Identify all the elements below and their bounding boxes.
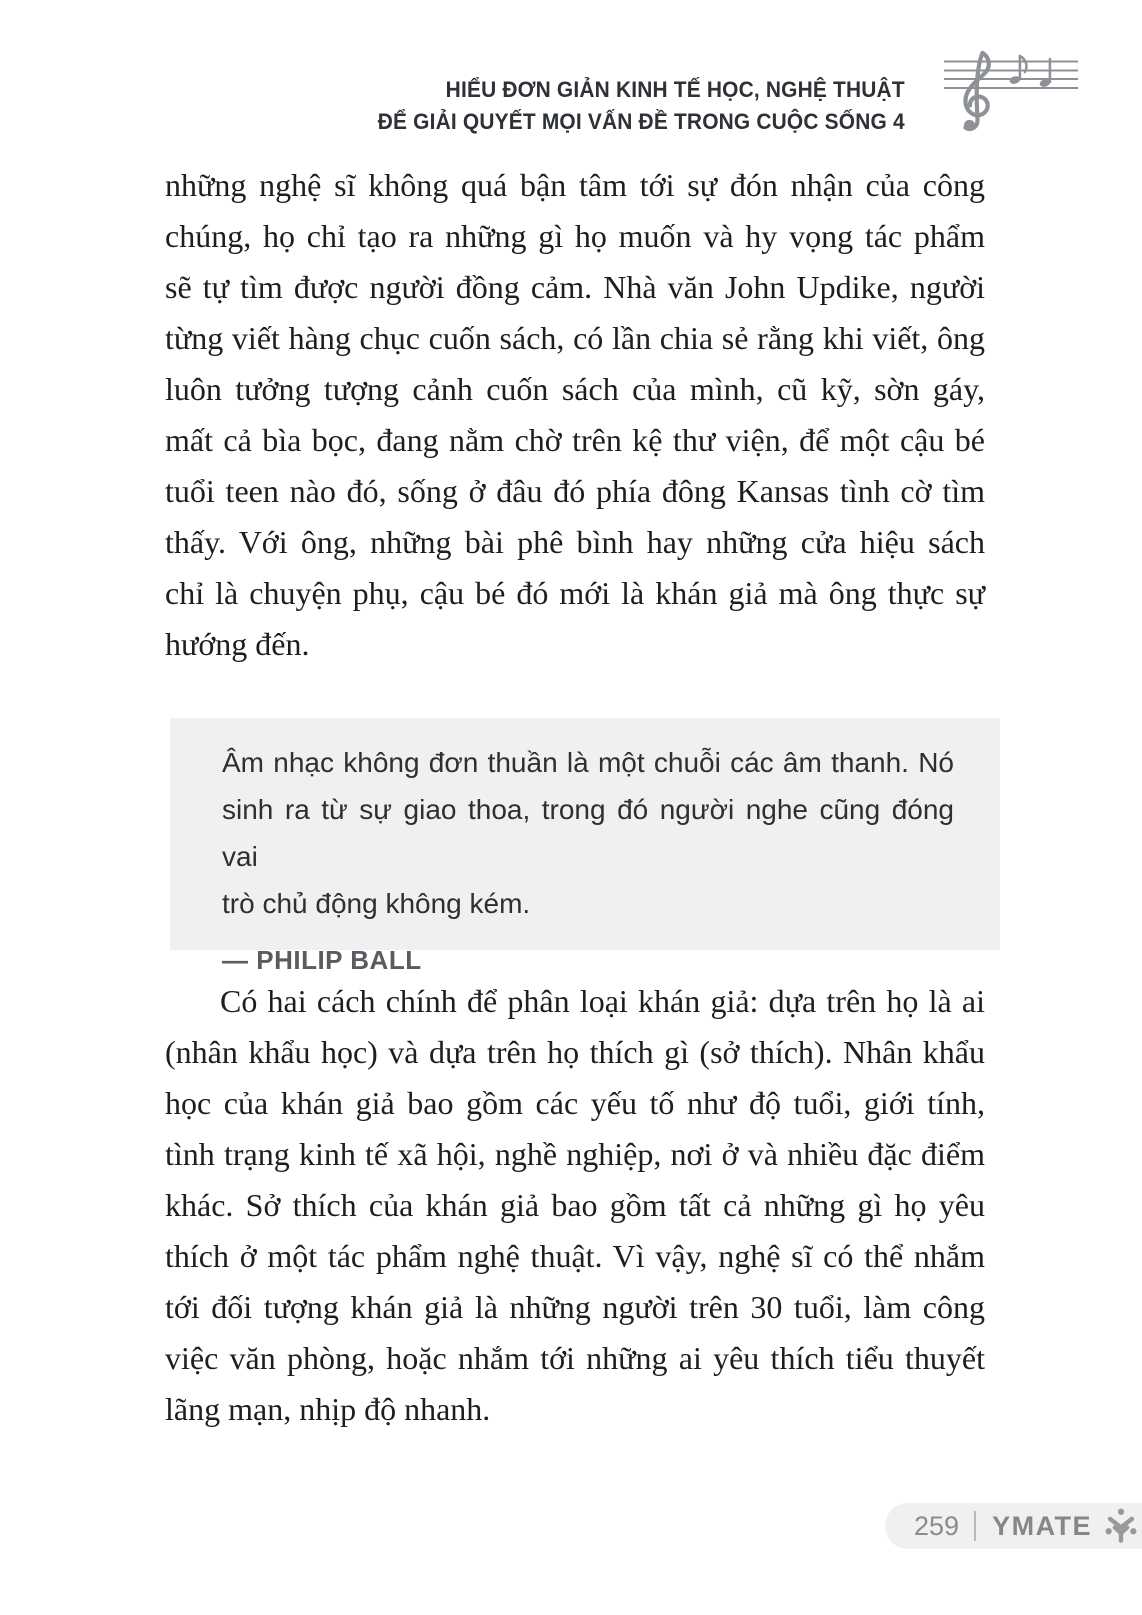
paragraph-2-line: khác. Sở thích của khán giả bao gồm tất cả những gì họ yêu: [165, 1187, 985, 1223]
paragraph-1: [165, 160, 985, 670]
paragraph-2-line: học của khán giả bao gồm các yếu tố như độ tuổi, giới tính,: [165, 1085, 985, 1121]
paragraph-2-line: thích ở một tác phẩm nghệ thuật. Vì vậy, nghệ sĩ có thể nhắm: [165, 1238, 985, 1274]
paragraph-1-line: từng viết hàng chục cuốn sách, có lần chia sẻ rằng khi viết, ông: [165, 320, 985, 356]
footer-divider: [974, 1511, 976, 1541]
paragraph-1-line: thấy. Với ông, những bài phê bình hay những cửa hiệu sách: [165, 524, 985, 560]
paragraph-1-line: mất cả bìa bọc, đang nằm chờ trên kệ thư viện, để một cậu bé: [165, 422, 985, 458]
paragraph-2-line: (nhân khẩu học) và dựa trên họ thích gì (sở thích). Nhân khẩu: [165, 1034, 985, 1070]
running-head-line1: HIỂU ĐƠN GIẢN KINH TẾ HỌC, NGHỆ THUẬT: [445, 77, 905, 102]
paragraph-2-line: lãng mạn, nhịp độ nhanh.: [165, 1391, 491, 1427]
quote-line: trò chủ động không kém.: [222, 888, 531, 919]
page-number: 259: [914, 1510, 960, 1541]
brand-name: YMATE: [992, 1510, 1093, 1541]
paragraph-2-line: tình trạng kinh tế xã hội, nghề nghiệp, nơi ở và nhiều đặc điểm: [165, 1136, 985, 1172]
paragraph-1-line: những nghệ sĩ không quá bận tâm tới sự đón nhận của công: [165, 167, 985, 203]
quote-line: sinh ra từ sự giao thoa, trong đó người nghe cũng đóng vai: [222, 794, 954, 872]
quote-attribution: — PHILIP BALL: [222, 945, 422, 975]
pull-quote-box: [170, 718, 1000, 975]
quote-line: Âm nhạc không đơn thuần là một chuỗi các âm thanh. Nó: [222, 747, 954, 778]
paragraph-2-line: tới đối tượng khán giả là những người trên 30 tuổi, làm công: [165, 1289, 985, 1325]
paragraph-1-line: chỉ là chuyện phụ, cậu bé đó mới là khán giả mà ông thực sự: [165, 575, 985, 611]
ymate-logo-icon: [1102, 1507, 1140, 1545]
paragraph-1-line: tuổi teen nào đó, sống ở đâu đó phía đông Kansas tình cờ tìm: [165, 473, 985, 509]
paragraph-1-line: hướng đến.: [165, 626, 310, 662]
paragraph-2: [165, 976, 985, 1435]
paragraph-2-line: việc văn phòng, hoặc nhắm tới những ai yêu thích tiểu thuyết: [165, 1340, 985, 1376]
paragraph-1-line: sẽ tự tìm được người đồng cảm. Nhà văn John Updike, người: [165, 269, 985, 305]
paragraph-2-line: Có hai cách chính để phân loại khán giả: dựa trên họ là ai: [220, 983, 985, 1019]
footer-pill: [885, 1503, 1142, 1549]
running-head-title: [378, 74, 905, 138]
paragraph-1-line: chúng, họ chỉ tạo ra những gì họ muốn và hy vọng tác phẩm: [165, 218, 985, 254]
treble-clef-staff-with-notes-icon: [932, 45, 1082, 150]
paragraph-1-line: luôn tưởng tượng cảnh cuốn sách của mình, cũ kỹ, sờn gáy,: [165, 371, 985, 407]
running-head-line2: ĐỂ GIẢI QUYẾT MỌI VẤN ĐỀ TRONG CUỘC SỐNG 4: [377, 109, 905, 134]
